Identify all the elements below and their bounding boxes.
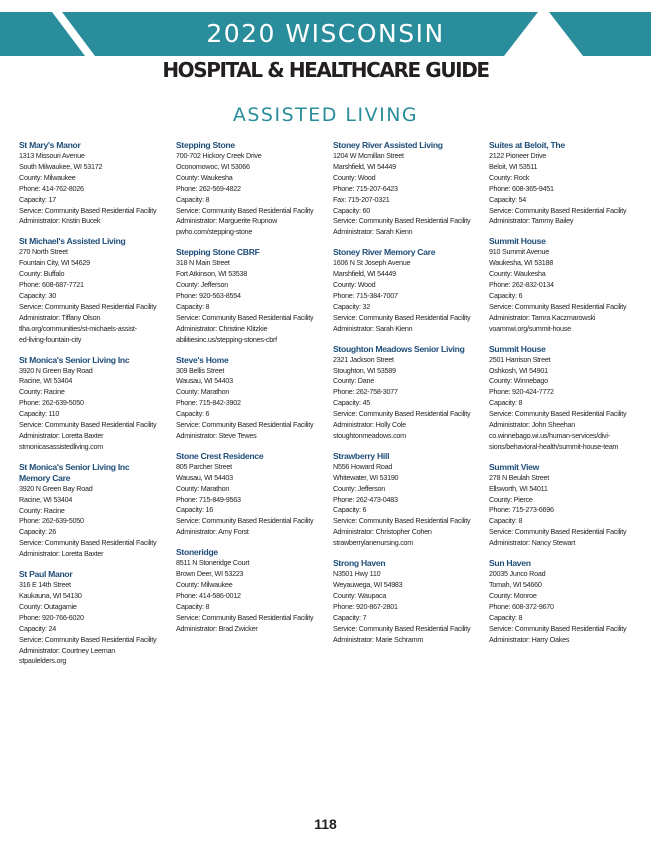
listing-entry (489, 462, 641, 549)
facility-name: Stepping Stone (176, 140, 235, 150)
section-subtitle: ASSISTED LIVING (232, 104, 419, 126)
facility-detail: Phone: 608-365-9451 (489, 183, 554, 193)
listing-entry (489, 558, 641, 645)
facility-name: Suites at Beloit, The (489, 140, 565, 150)
facility-name: St Paul Manor (19, 569, 73, 580)
facility-detail: Service: Community Based Residential Facility (19, 301, 157, 311)
facility-detail: County: Racine (19, 505, 65, 515)
facility-name: Memory Care (19, 472, 71, 483)
facility-detail: Capacity: 8 (489, 612, 523, 622)
listing-column-2 (176, 140, 328, 644)
facility-detail: 8511 N Stoneridge Court (176, 558, 250, 568)
facility-detail: Service: Community Based Residential Facility (176, 312, 314, 322)
facility-detail: Administrator: Courtney Leeman (19, 645, 115, 655)
facility-detail: Administrator: Holly Cole (333, 420, 406, 430)
facility-detail: Phone: 608-687-7721 (19, 280, 84, 290)
facility-detail: Service: Community Based Residential Facility (176, 420, 314, 430)
facility-detail: Phone: 262-832-0134 (489, 280, 554, 290)
listing-entry (19, 140, 171, 227)
facility-detail: N556 Howard Road (333, 461, 393, 471)
listing-entry (176, 451, 328, 538)
facility-detail: Wausau, WI 54403 (176, 472, 233, 482)
facility-detail: Capacity: 6 (176, 409, 210, 419)
facility-detail: Administrator: John Sheehan (489, 420, 575, 430)
page-title: HOSPITAL & HEALTHCARE GUIDE (162, 58, 489, 82)
facility-detail: County: Waupaca (333, 590, 387, 600)
facility-detail: ed-living-fountain-city (19, 334, 82, 344)
facility-detail: Capacity: 8 (176, 601, 210, 611)
facility-detail: County: Dane (333, 376, 374, 386)
facility-name: St Monica's Senior Living Inc (19, 461, 130, 472)
facility-detail: Service: Community Based Residential Facility (176, 612, 314, 622)
listing-entry (19, 569, 171, 667)
facility-detail: Phone: 715-384-7007 (333, 290, 398, 300)
facility-name: Summit House (489, 236, 546, 247)
facility-detail: Marshfield, WI 54449 (333, 269, 396, 279)
listing-entry (176, 247, 328, 345)
facility-detail: Administrator: Nancy Stewart (489, 538, 576, 548)
facility-detail: Waukesha, WI 53188 (489, 258, 553, 268)
facility-detail: stoughtonmeadows.com (333, 430, 406, 440)
listing-entry (176, 355, 328, 442)
facility-detail: 1204 W Mcmillan Street (333, 151, 404, 160)
listing-entry (489, 140, 641, 227)
listing-entry (19, 236, 171, 345)
facility-detail: Administrator: Steve Tewes (176, 430, 257, 440)
facility-detail: Oshkosh, WI 54901 (489, 365, 548, 375)
facility-detail: Capacity: 110 (19, 409, 60, 419)
facility-detail: Phone: 414-762-8026 (19, 183, 84, 193)
facility-detail: 805 Parcher Street (176, 461, 232, 471)
facility-detail: County: Racine (19, 387, 65, 397)
facility-detail: Phone: 262-569-4822 (176, 183, 241, 193)
facility-detail: South Milwaukee, WI 53172 (19, 161, 103, 171)
facility-detail: 270 North Street (19, 247, 68, 257)
facility-name: Summit View (489, 461, 540, 472)
facility-detail: Capacity: 54 (489, 194, 526, 204)
facility-detail: Capacity: 8 (176, 194, 210, 204)
facility-detail: Weyauwega, WI 54983 (333, 580, 403, 589)
facility-detail: 316 E 14th Street (19, 580, 71, 590)
facility-detail: Administrator: Loretta Baxter (19, 430, 104, 440)
facility-detail: Racine, WI 53404 (19, 376, 73, 386)
facility-detail: abilitiesinc.us/stepping-stones-cbrf (176, 334, 277, 344)
facility-name: Strawberry Hill (333, 450, 390, 461)
facility-detail: Service: Community Based Residential Facility (19, 634, 157, 644)
facility-detail: 2321 Jackson Street (333, 354, 394, 364)
facility-detail: Capacity: 8 (176, 301, 210, 311)
facility-name: Sun Haven (489, 558, 531, 569)
facility-detail: County: Marathon (176, 483, 230, 493)
facility-detail: County: Milwaukee (19, 172, 76, 182)
facility-detail: Phone: 715-849-9563 (176, 494, 241, 504)
facility-detail: County: Rock (489, 172, 530, 182)
facility-detail: County: Wood (333, 280, 376, 290)
facility-detail: Wausau, WI 54403 (176, 376, 233, 386)
facility-detail: County: Wood (333, 172, 376, 182)
facility-detail: Phone: 608-372-9670 (489, 601, 554, 611)
listing-column-4 (489, 140, 641, 654)
facility-detail: Capacity: 6 (333, 505, 367, 515)
facility-detail: Administrator: Marie Schramm (333, 634, 424, 644)
facility-detail: 910 Summit Avenue (489, 247, 549, 257)
facility-detail: Phone: 920-867-2801 (333, 601, 398, 611)
facility-detail: Capacity: 26 (19, 527, 56, 537)
facility-detail: Capacity: 8 (489, 516, 523, 526)
facility-detail: tlha.org/communities/st-michaels-assist- (19, 323, 137, 333)
facility-detail: 1606 N St Joseph Avenue (333, 258, 411, 268)
facility-detail: Service: Community Based Residential Facility (489, 623, 627, 633)
facility-detail: County: Buffalo (19, 269, 65, 279)
page-number: 118 (314, 816, 337, 832)
facility-name: St Monica's Senior Living Inc (19, 354, 130, 365)
facility-detail: Administrator: Marguerite Rupnow (176, 216, 278, 226)
facility-detail: Service: Community Based Residential Facility (333, 216, 471, 226)
facility-detail: Phone: 715-273-6696 (489, 505, 554, 515)
facility-detail: pwho.com/stepping-stone (176, 227, 253, 237)
facility-detail: 2501 Harrison Street (489, 354, 551, 364)
facility-detail: Administrator: Tammy Bailey (489, 216, 574, 226)
facility-detail: Capacity: 7 (333, 612, 367, 622)
facility-detail: Service: Community Based Residential Facility (489, 409, 627, 419)
listing-entry (176, 547, 328, 634)
facility-name: St Mary's Manor (19, 140, 81, 150)
listing-entry (333, 558, 485, 645)
listing-entry (333, 344, 485, 442)
facility-name: Steve's Home (176, 354, 229, 365)
facility-detail: Capacity: 6 (489, 290, 523, 300)
facility-detail: sions/behavioral-health/summit-house-team (489, 441, 619, 451)
facility-detail: Service: Community Based Residential Facility (333, 312, 471, 322)
facility-detail: County: Jefferson (176, 280, 228, 290)
facility-detail: Phone: 920-563-8554 (176, 290, 241, 300)
facility-detail: Capacity: 8 (489, 398, 523, 408)
facility-detail: County: Pierce (489, 494, 533, 504)
facility-detail: Fax: 715-207-0321 (333, 194, 390, 204)
facility-detail: 1313 Missouri Avenue (19, 151, 85, 160)
facility-detail: 3920 N Green Bay Road (19, 483, 93, 493)
facility-detail: Phone: 920-424-7772 (489, 387, 554, 397)
facility-name: Stoney River Memory Care (333, 247, 436, 258)
listing-column-1 (19, 140, 171, 676)
facility-detail: Service: Community Based Residential Facility (489, 301, 627, 311)
facility-detail: Administrator: Tiffany Olson (19, 312, 101, 322)
facility-detail: Service: Community Based Residential Facility (176, 516, 314, 526)
facility-detail: Administrator: Loretta Baxter (19, 549, 104, 559)
facility-detail: stpaulelders.org (19, 656, 67, 666)
listing-entry (333, 140, 485, 238)
facility-detail: voamnwi.org/summit-house (489, 323, 571, 333)
banner-title: 2020 WISCONSIN (206, 19, 445, 48)
listing-entry (19, 462, 171, 560)
facility-detail: County: Winnebago (489, 376, 548, 386)
facility-detail: Service: Community Based Residential Facility (489, 205, 627, 215)
facility-detail: Capacity: 17 (19, 194, 56, 204)
facility-name: Stone Crest Residence (176, 450, 264, 461)
facility-name: Stepping Stone CBRF (176, 247, 260, 258)
facility-detail: Service: Community Based Residential Facility (19, 538, 157, 548)
facility-detail: Service: Community Based Residential Facility (333, 409, 471, 419)
listing-entry (176, 140, 328, 238)
facility-detail: Service: Community Based Residential Facility (19, 205, 157, 215)
facility-detail: Stoughton, WI 53589 (333, 365, 396, 375)
facility-detail: Oconomowoc, WI 53066 (176, 161, 250, 171)
facility-detail: County: Outagamie (19, 601, 77, 611)
listing-entry (333, 247, 485, 334)
facility-detail: County: Jefferson (333, 483, 385, 493)
facility-detail: Capacity: 24 (19, 623, 56, 633)
listing-column-3 (333, 140, 485, 654)
facility-detail: co.winnebago.wi.us/human-services/divi- (489, 430, 610, 440)
facility-detail: stmonicasassistedliving.com (19, 441, 103, 451)
listing-entry (333, 451, 485, 549)
facility-detail: Phone: 414-586-0012 (176, 590, 241, 600)
facility-detail: Service: Community Based Residential Facility (489, 527, 627, 537)
facility-detail: Service: Community Based Residential Facility (19, 420, 157, 430)
facility-detail: Capacity: 45 (333, 398, 370, 408)
facility-detail: Phone: 262-758-3077 (333, 387, 398, 397)
facility-detail: Phone: 262-639-5050 (19, 398, 84, 408)
facility-detail: Administrator: Tamra Kaczmarowski (489, 312, 596, 322)
facility-detail: Capacity: 32 (333, 301, 370, 311)
facility-detail: Service: Community Based Residential Facility (176, 205, 314, 215)
facility-detail: Service: Community Based Residential Facility (333, 516, 471, 526)
facility-detail: Administrator: Brad Zwicker (176, 623, 258, 633)
facility-detail: Fort Atkinson, WI 53538 (176, 269, 247, 279)
facility-detail: Whitewater, WI 53190 (333, 472, 399, 482)
facility-detail: 318 N Main Street (176, 258, 230, 268)
facility-detail: Phone: 262-473-0483 (333, 494, 398, 504)
listing-entry (19, 355, 171, 453)
facility-name: Stoney River Assisted Living (333, 140, 443, 150)
facility-name: Strong Haven (333, 558, 386, 569)
facility-detail: Capacity: 30 (19, 290, 56, 300)
facility-name: St Michael's Assisted Living (19, 236, 126, 247)
facility-detail: Capacity: 16 (176, 505, 213, 515)
facility-detail: strawberrylanenursing.com (333, 538, 414, 548)
header-banner (0, 12, 651, 56)
facility-name: Stoneridge (176, 547, 218, 558)
facility-detail: 2122 Pioneer Drive (489, 151, 547, 160)
facility-detail: Capacity: 60 (333, 205, 370, 215)
facility-detail: Racine, WI 53404 (19, 494, 73, 504)
facility-detail: Administrator: Amy Forst (176, 527, 249, 537)
facility-detail: Administrator: Christine Klitzkie (176, 323, 268, 333)
facility-detail: Administrator: Kristin Bucek (19, 216, 101, 226)
facility-detail: 309 Bellis Street (176, 365, 225, 375)
facility-detail: County: Waukesha (176, 172, 233, 182)
facility-detail: County: Waukesha (489, 269, 546, 279)
facility-detail: Fountain City, WI 54629 (19, 258, 90, 268)
facility-detail: 700-702 Hickory Creek Drive (176, 151, 262, 160)
facility-detail: County: Marathon (176, 387, 230, 397)
facility-detail: Marshfield, WI 54449 (333, 161, 396, 171)
facility-detail: Brown Deer, WI 53223 (176, 569, 244, 579)
facility-detail: County: Milwaukee (176, 580, 233, 589)
facility-detail: Tomah, WI 54660 (489, 580, 542, 589)
facility-detail: 20035 Junco Road (489, 569, 546, 579)
listing-entry (489, 236, 641, 334)
facility-detail: N3501 Hwy 110 (333, 569, 381, 579)
facility-detail: Administrator: Sarah Kienn (333, 227, 413, 237)
facility-detail: Kaukauna, WI 54130 (19, 591, 82, 600)
facility-detail: Phone: 920-766-6020 (19, 612, 84, 622)
facility-detail: 3920 N Green Bay Road (19, 365, 93, 375)
facility-detail: Beloit, WI 53511 (489, 161, 538, 171)
facility-detail: 278 N Beulah Street (489, 472, 549, 482)
facility-name: Summit House (489, 343, 546, 354)
facility-detail: Ellsworth, WI 54011 (489, 483, 548, 493)
facility-detail: Phone: 715-207-6423 (333, 183, 398, 193)
facility-detail: Administrator: Christopher Cohen (333, 527, 432, 537)
listing-entry (489, 344, 641, 453)
facility-detail: Phone: 715-842-3902 (176, 398, 241, 408)
facility-detail: Administrator: Harry Oakes (489, 634, 570, 644)
facility-detail: Administrator: Sarah Kienn (333, 323, 413, 333)
facility-name: Stoughton Meadows Senior Living (333, 343, 465, 354)
facility-detail: Service: Community Based Residential Facility (333, 623, 471, 633)
facility-detail: Phone: 262-639-5050 (19, 516, 84, 526)
facility-detail: County: Monroe (489, 590, 537, 600)
